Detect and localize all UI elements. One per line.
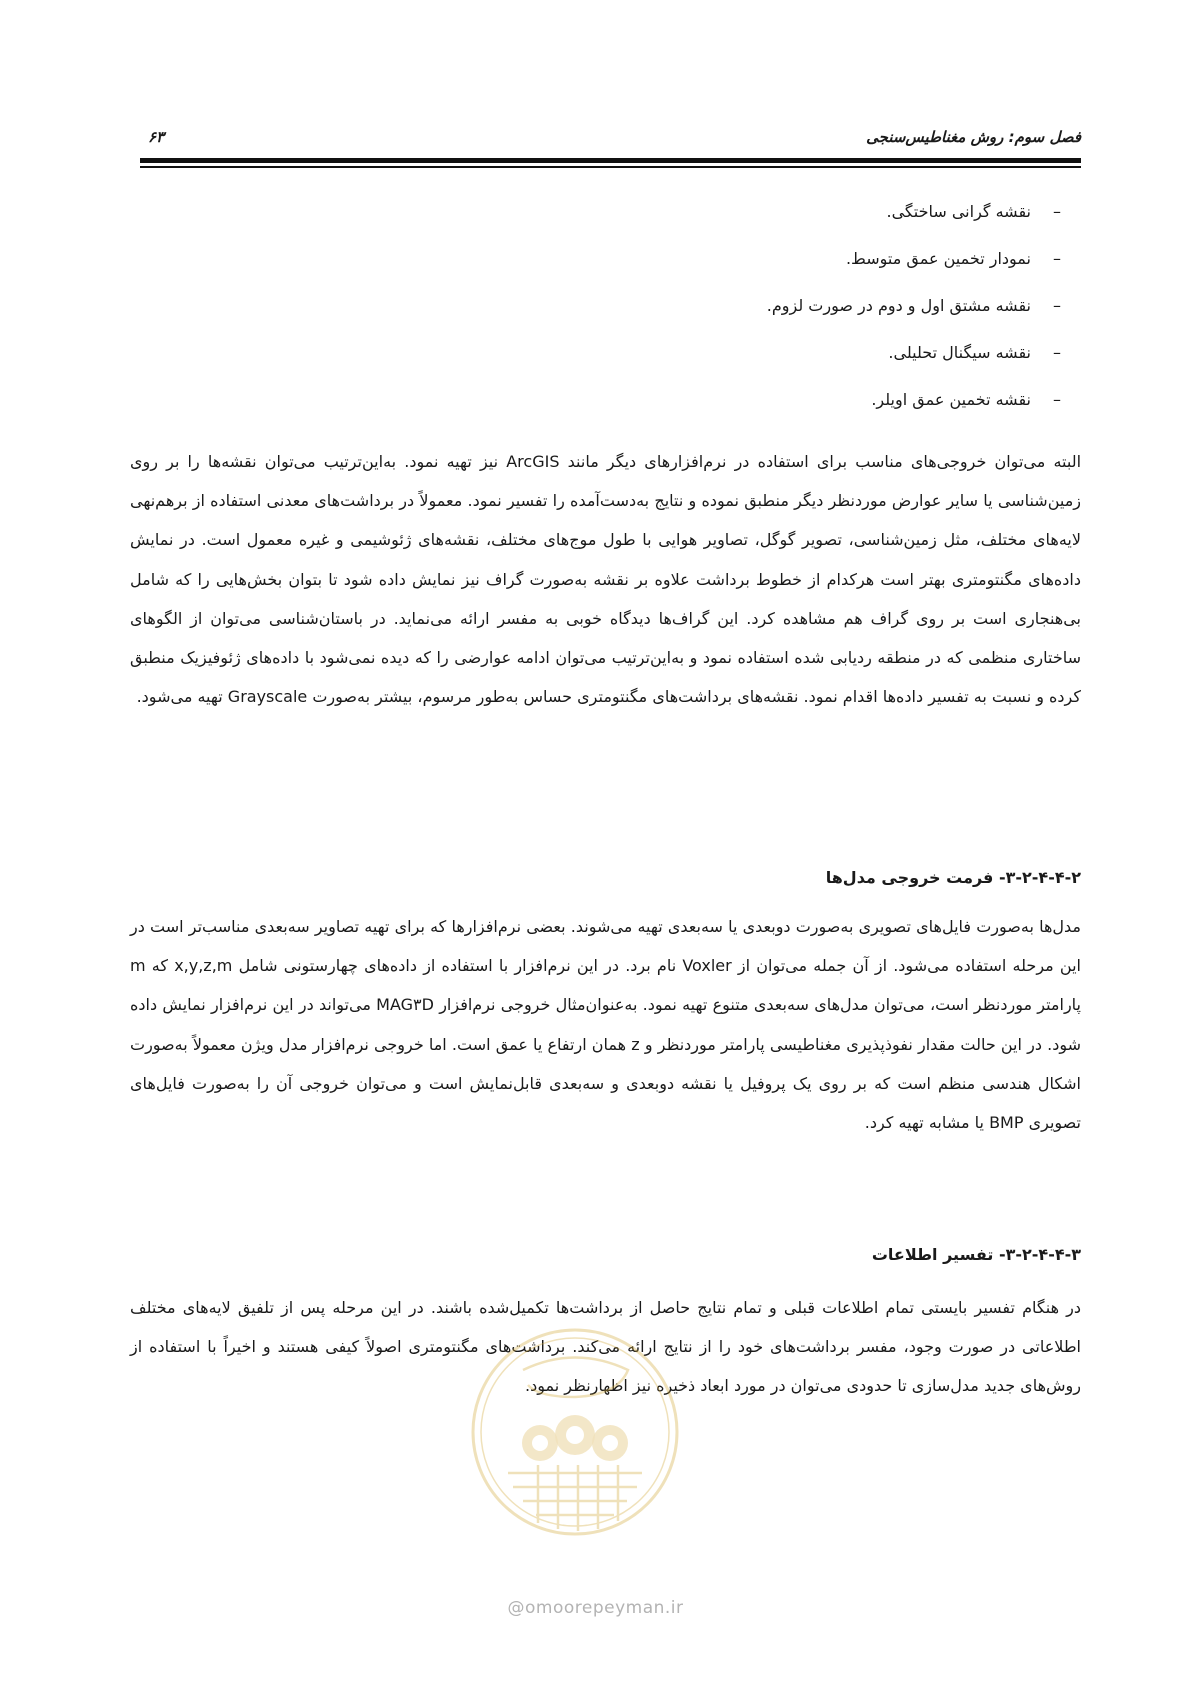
bullet-dash: – [1053, 390, 1061, 409]
chapter-title: فصل سوم: روش مغناطیس‌سنجی [866, 128, 1081, 146]
bullet-dash: – [1053, 202, 1061, 221]
bullet-item [130, 188, 1081, 235]
paragraph-output-formats: البته می‌توان خروجی‌های مناسب برای استفاده در نرم‌افزارهای دیگر مانند ArcGIS نیز تهیه نمود. به‌این‌ترتیب می‌توان نقشه‌ها را بر روی زمین‌شناسی یا سایر عوارض موردنظر دیگر منطبق نموده و نتایج به‌دست‌آمده را تفسیر نمود. معمولاً در برداشت‌های معدنی استفاده از برهم‌نهی لایه‌های مختلف، مثل زمین‌شناسی، تصویر گوگل، تصاویر هوایی با طول موج‌های مختلف، نقشه‌های ژئوشیمی و غیره معمول است. در نمایش داده‌های مگنتومتری بهتر است هرکدام از خطوط برداشت علاوه بر نقشه به‌صورت گراف نیز نمایش داده شود تا بتوان بخش‌هایی را که شامل بی‌هنجاری است بر روی گراف هم مشاهده کرد. این گراف‌ها دیدگاه خوبی به مفسر ارائه می‌نماید. در باستان‌شناسی می‌توان از الگوهای ساختاری منظمی که در منطقه ردیابی شده استفاده نمود و به‌این‌ترتیب می‌توان ادامه عوارضی را که دیده نمی‌شود با داده‌های ژئوفیزیک منطبق کرده و نسبت به تفسیر داده‌ها اقدام نمود. نقشه‌های برداشت‌های مگنتومتری حساس به‌طور مرسوم، بیشتر به‌صورت Grayscale تهیه می‌شود. [130, 452, 1082, 707]
paragraph-model-formats: مدل‌ها به‌صورت فایل‌های تصویری به‌صورت دوبعدی یا سه‌بعدی تهیه می‌شوند. بعضی نرم‌افزارها که برای تهیه تصاویر سه‌بعدی مناسب‌تر است در این مرحله استفاده می‌شود. از آن جمله می‌توان از Voxler نام برد. در این نرم‌افزار با استفاده از داده‌های چهارستونی شامل x,y,z,m که m پارامتر موردنظر است، می‌توان مدل‌های سه‌بعدی متنوع تهیه نمود. به‌عنوان‌مثال خروجی نرم‌افزار MAG۳D می‌تواند در این نرم‌افزار نمایش داده شود. در این حالت مقدار نفوذپذیری مغناطیسی پارامتر موردنظر و z همان ارتفاع یا عمق است. اما خروجی نرم‌افزار مدل ویژن معمولاً به‌صورت اشکال هندسی منظم است که بر روی یک پروفیل یا نقشه دوبعدی و سه‌بعدی قابل‌نمایش است و می‌توان خروجی آن را به‌صورت فایل‌های تصویری BMP یا مشابه تهیه کرد. [130, 917, 1082, 1133]
paragraph-interpretation: در هنگام تفسیر بایستی تمام اطلاعات قبلی و تمام نتایج حاصل از برداشت‌ها تکمیل‌شده باشند. در این مرحله پس از تلفیق لایه‌های مختلف اطلاعاتی در صورت وجود، مفسر برداشت‌های خود را از نتایج ارائه می‌کند. برداشت‌های مگنتومتری اصولاً کیفی هستند و اخیراً با استفاده از روش‌های جدید مدل‌سازی تا حدودی می‌توان در مورد ابعاد ذخیره نیز اظهارنظر نمود. [130, 1298, 1081, 1396]
bullet-text: نقشه مشتق اول و دوم در صورت لزوم. [766, 296, 1031, 315]
bullet-text: نقشه تخمین عمق اویلر. [871, 390, 1031, 409]
watermark-seal-logo [468, 1325, 682, 1539]
watermark-text: @omoorepeyman.ir [507, 1598, 684, 1618]
header-rule-thick [140, 158, 1081, 163]
section-heading-model-output-format: ۳-۲-۴-۴-۲- فرمت خروجی مدل‌ها [825, 868, 1081, 887]
bullet-dash: – [1053, 343, 1061, 362]
bullet-list [130, 188, 1081, 423]
bullet-item [130, 329, 1081, 376]
bullet-text: نمودار تخمین عمق متوسط. [845, 249, 1031, 268]
header-rule-thin [140, 166, 1081, 168]
bullet-item [130, 376, 1081, 423]
section-heading-interpretation: ۳-۲-۴-۴-۳- تفسیر اطلاعات [871, 1245, 1081, 1264]
bullet-dash: – [1053, 296, 1061, 315]
bullet-text: نقشه گرانی ساختگی. [886, 202, 1031, 221]
page-number: ۶۳ [148, 128, 165, 146]
bullet-dash: – [1053, 249, 1061, 268]
bullet-item [130, 282, 1081, 329]
bullet-text: نقشه سیگنال تحلیلی. [888, 343, 1031, 362]
bullet-item [130, 235, 1081, 282]
